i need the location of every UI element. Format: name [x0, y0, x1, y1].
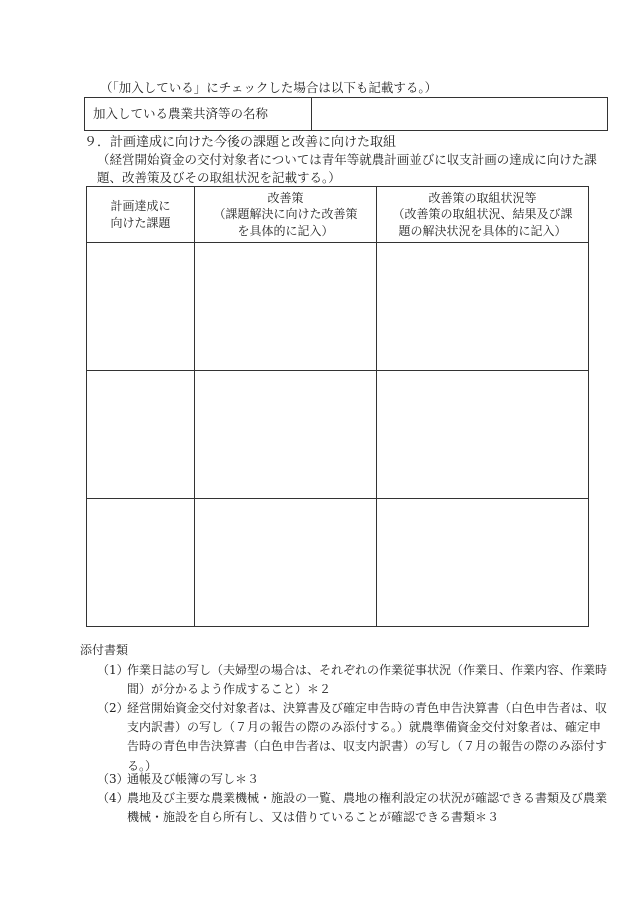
col-header-measures-text: 改善策 （課題解決に向けた改善策 を具体的に記入）: [213, 191, 358, 238]
table-cell[interactable]: [87, 499, 195, 627]
attachments-title: 添付書類: [80, 643, 129, 657]
table-row: [87, 371, 589, 499]
improvement-table: [86, 186, 589, 627]
table-cell[interactable]: [87, 243, 195, 371]
insurance-label: 加入している農業共済等の名称: [85, 98, 312, 131]
attachment-number: （3）: [97, 772, 129, 786]
attachment-number: （1）: [97, 663, 129, 677]
col-header-status-text: 改善策の取組状況等 （改善策の取組状況、結果及び課 題の解決状況を具体的に記入）: [392, 191, 573, 238]
attachment-item: [97, 789, 607, 827]
table-cell[interactable]: [195, 371, 377, 499]
table-cell[interactable]: [195, 499, 377, 627]
attachment-item: [97, 770, 607, 789]
table-cell[interactable]: [87, 371, 195, 499]
col-header-issues: [87, 187, 195, 243]
header-note: （「加入している」にチェックした場合は以下も記載する。）: [100, 80, 438, 95]
section9-note: （経営開始資金の交付対象者については青年等就農計画並びに収支計画の達成に向けた課題、改善策及びその取組状況を記載する。）: [97, 152, 597, 185]
table-row: [87, 243, 589, 371]
col-header-issues-text: 計画達成に 向けた課題: [110, 199, 171, 230]
table-cell[interactable]: [377, 243, 589, 371]
attachment-text: 通帳及び帳簿の写し＊３: [127, 772, 260, 786]
insurance-value-field[interactable]: [312, 98, 608, 131]
col-header-measures: [195, 187, 377, 243]
attachment-number: （2）: [97, 701, 129, 715]
attachment-number: （4）: [97, 791, 129, 805]
table-cell[interactable]: [377, 499, 589, 627]
table-row: [87, 499, 589, 627]
attachment-text: 作業日誌の写し（夫婦型の場合は、それぞれの作業従事状況（作業日、作業内容、作業時間）が分かるよう作成すること）＊２: [127, 663, 608, 697]
attachment-text: 農地及び主要な農業機械・施設の一覧、農地の権利設定の状況が確認できる書類及び農業機械・施設を自ら所有し、又は借りていることが確認できる書類＊３: [127, 791, 608, 825]
table-cell[interactable]: [195, 243, 377, 371]
col-header-status: [377, 187, 589, 243]
insurance-table: [84, 97, 608, 131]
section9-title: ９．計画達成に向けた今後の課題と改善に向けた取組: [84, 135, 397, 150]
table-cell[interactable]: [377, 371, 589, 499]
attachment-text: 経営開始資金交付対象者は、決算書及び確定申告時の青色申告決算書（白色申告者は、収支内訳書）の写し（７月の報告の際のみ添付する。）就農準備資金交付対象者は、確定申告時の青色申告決算書（白色申告者は、収支内訳書）の写し（７月の報告の際のみ添付する。）: [127, 701, 608, 773]
attachment-item: [97, 699, 607, 776]
attachment-item: [97, 661, 607, 699]
